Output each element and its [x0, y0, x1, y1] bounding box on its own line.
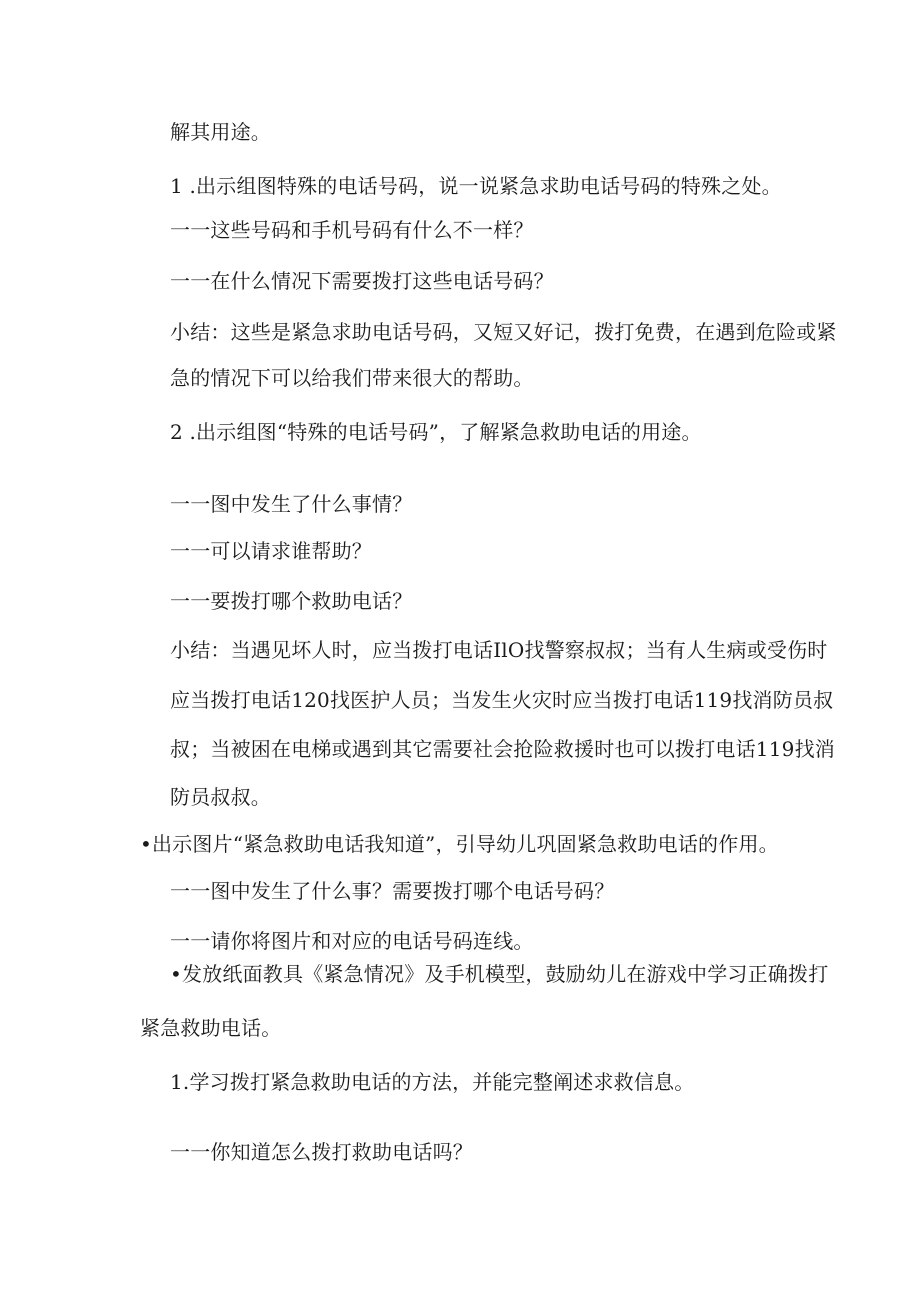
list-item-3: 1.学习拨打紧急救助电话的方法，并能完整阐述求救信息。 — [170, 1070, 695, 1094]
question-line: 一一图中发生了什么事情？ — [170, 492, 413, 516]
question-line: 一一在什么情况下需要拨打这些电话号码？ — [170, 269, 554, 293]
summary-line: 小结：当遇见坏人时，应当拨打电话IlO找警察叔叔；当有人生病或受伤时 — [170, 638, 828, 662]
question-line: 一一你知道怎么拨打救助电话吗？ — [170, 1140, 473, 1164]
list-item-2: 2 .出示组图“特殊的电话号码”，了解紧急救助电话的用途。 — [170, 420, 702, 444]
bullet-item: •发放纸面教具《紧急情况》及手机模型，鼓励幼儿在游戏中学习正确拨打 — [170, 962, 829, 986]
text-line: 解其用途。 — [170, 120, 271, 144]
summary-line: 应当拨打电话120找医护人员；当发生火灾时应当拨打电话119找消防员叔 — [170, 688, 834, 712]
question-line: 一一图中发生了什么事？需要拨打哪个电话号码？ — [170, 879, 615, 903]
text-line: 紧急救助电话。 — [140, 1016, 282, 1040]
summary-line: 小结：这些是紧急求助电话号码，又短又好记，拨打免费，在遇到危险或紧 — [170, 320, 837, 344]
question-line: 一一要拨打哪个救助电话？ — [170, 589, 413, 613]
summary-line: 急的情况下可以给我们带来很大的帮助。 — [170, 366, 534, 390]
bullet-item: •出示图片“紧急救助电话我知道”，引导幼儿巩固紧急救助电话的作用。 — [140, 832, 779, 856]
summary-line: 防员叔叔。 — [170, 785, 271, 809]
summary-line: 叔；当被困在电梯或遇到其它需要社会抢险救援时也可以拨打电话119找消 — [170, 737, 835, 761]
question-line: 一一请你将图片和对应的电话号码连线。 — [170, 929, 534, 953]
question-line: 一一这些号码和手机号码有什么不一样？ — [170, 218, 534, 242]
question-line: 一一可以请求谁帮助？ — [170, 539, 372, 563]
list-item-1: 1 .出示组图特殊的电话号码，说一说紧急求助电话号码的特殊之处。 — [170, 174, 782, 198]
